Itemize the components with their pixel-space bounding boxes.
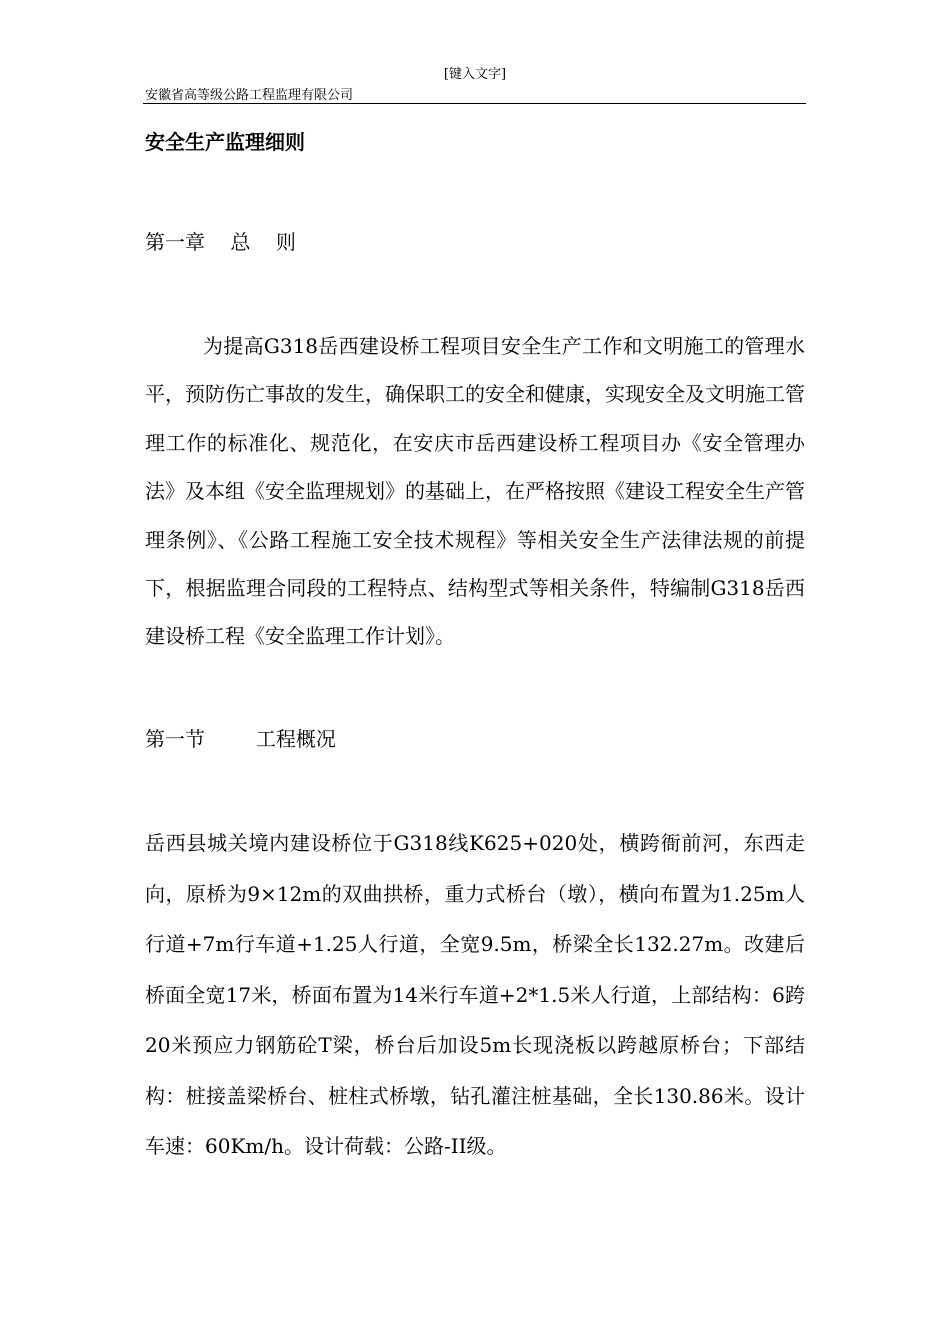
chapter-heading: 第一章 总 则	[145, 230, 296, 254]
section-heading: 第一节 工程概况	[145, 727, 336, 751]
header-divider	[143, 103, 806, 104]
document-title: 安全生产监理细则	[145, 130, 305, 154]
project-overview-paragraph: 岳西县城关境内建设桥位于G318线K625+020处，横跨衙前河，东西走向，原桥为9×12m的双曲拱桥，重力式桥台（墩），横向布置为1.25m人行道+7m行车道+1.25人行道，全宽9.5m，桥梁全长132.27m。改建后桥面全宽17米，桥面布置为14米行车道+2*1.5米人行道，上部结构：6跨20米预应力钢筋砼T梁，桥台后加设5m长现浇板以跨越原桥台；下部结构：桩接盖梁桥台、桩柱式桥墩，钻孔灌注桩基础，全长130.86米。设计车速：60Km/h。设计荷载：公路-II级。	[145, 831, 805, 1158]
header-company-name: 安徽省高等级公路工程监理有限公司	[145, 88, 354, 103]
chapter-intro-paragraph: 为提高G318岳西建设桥工程项目安全生产工作和文明施工的管理水平，预防伤亡事故的发生，确保职工的安全和健康，实现安全及文明施工管理工作的标准化、规范化，在安庆市岳西建设桥工程项目办《安全管理办法》及本组《安全监理规划》的基础上，在严格按照《建设工程安全生产管理条例》、《公路工程施工安全技术规程》等相关安全生产法律法规的前提下，根据监理合同段的工程特点、结构型式等相关条件，特编制G318岳西建设桥工程《安全监理工作计划》。	[145, 334, 805, 649]
header-placeholder-text: [键入文字]	[443, 67, 507, 82]
